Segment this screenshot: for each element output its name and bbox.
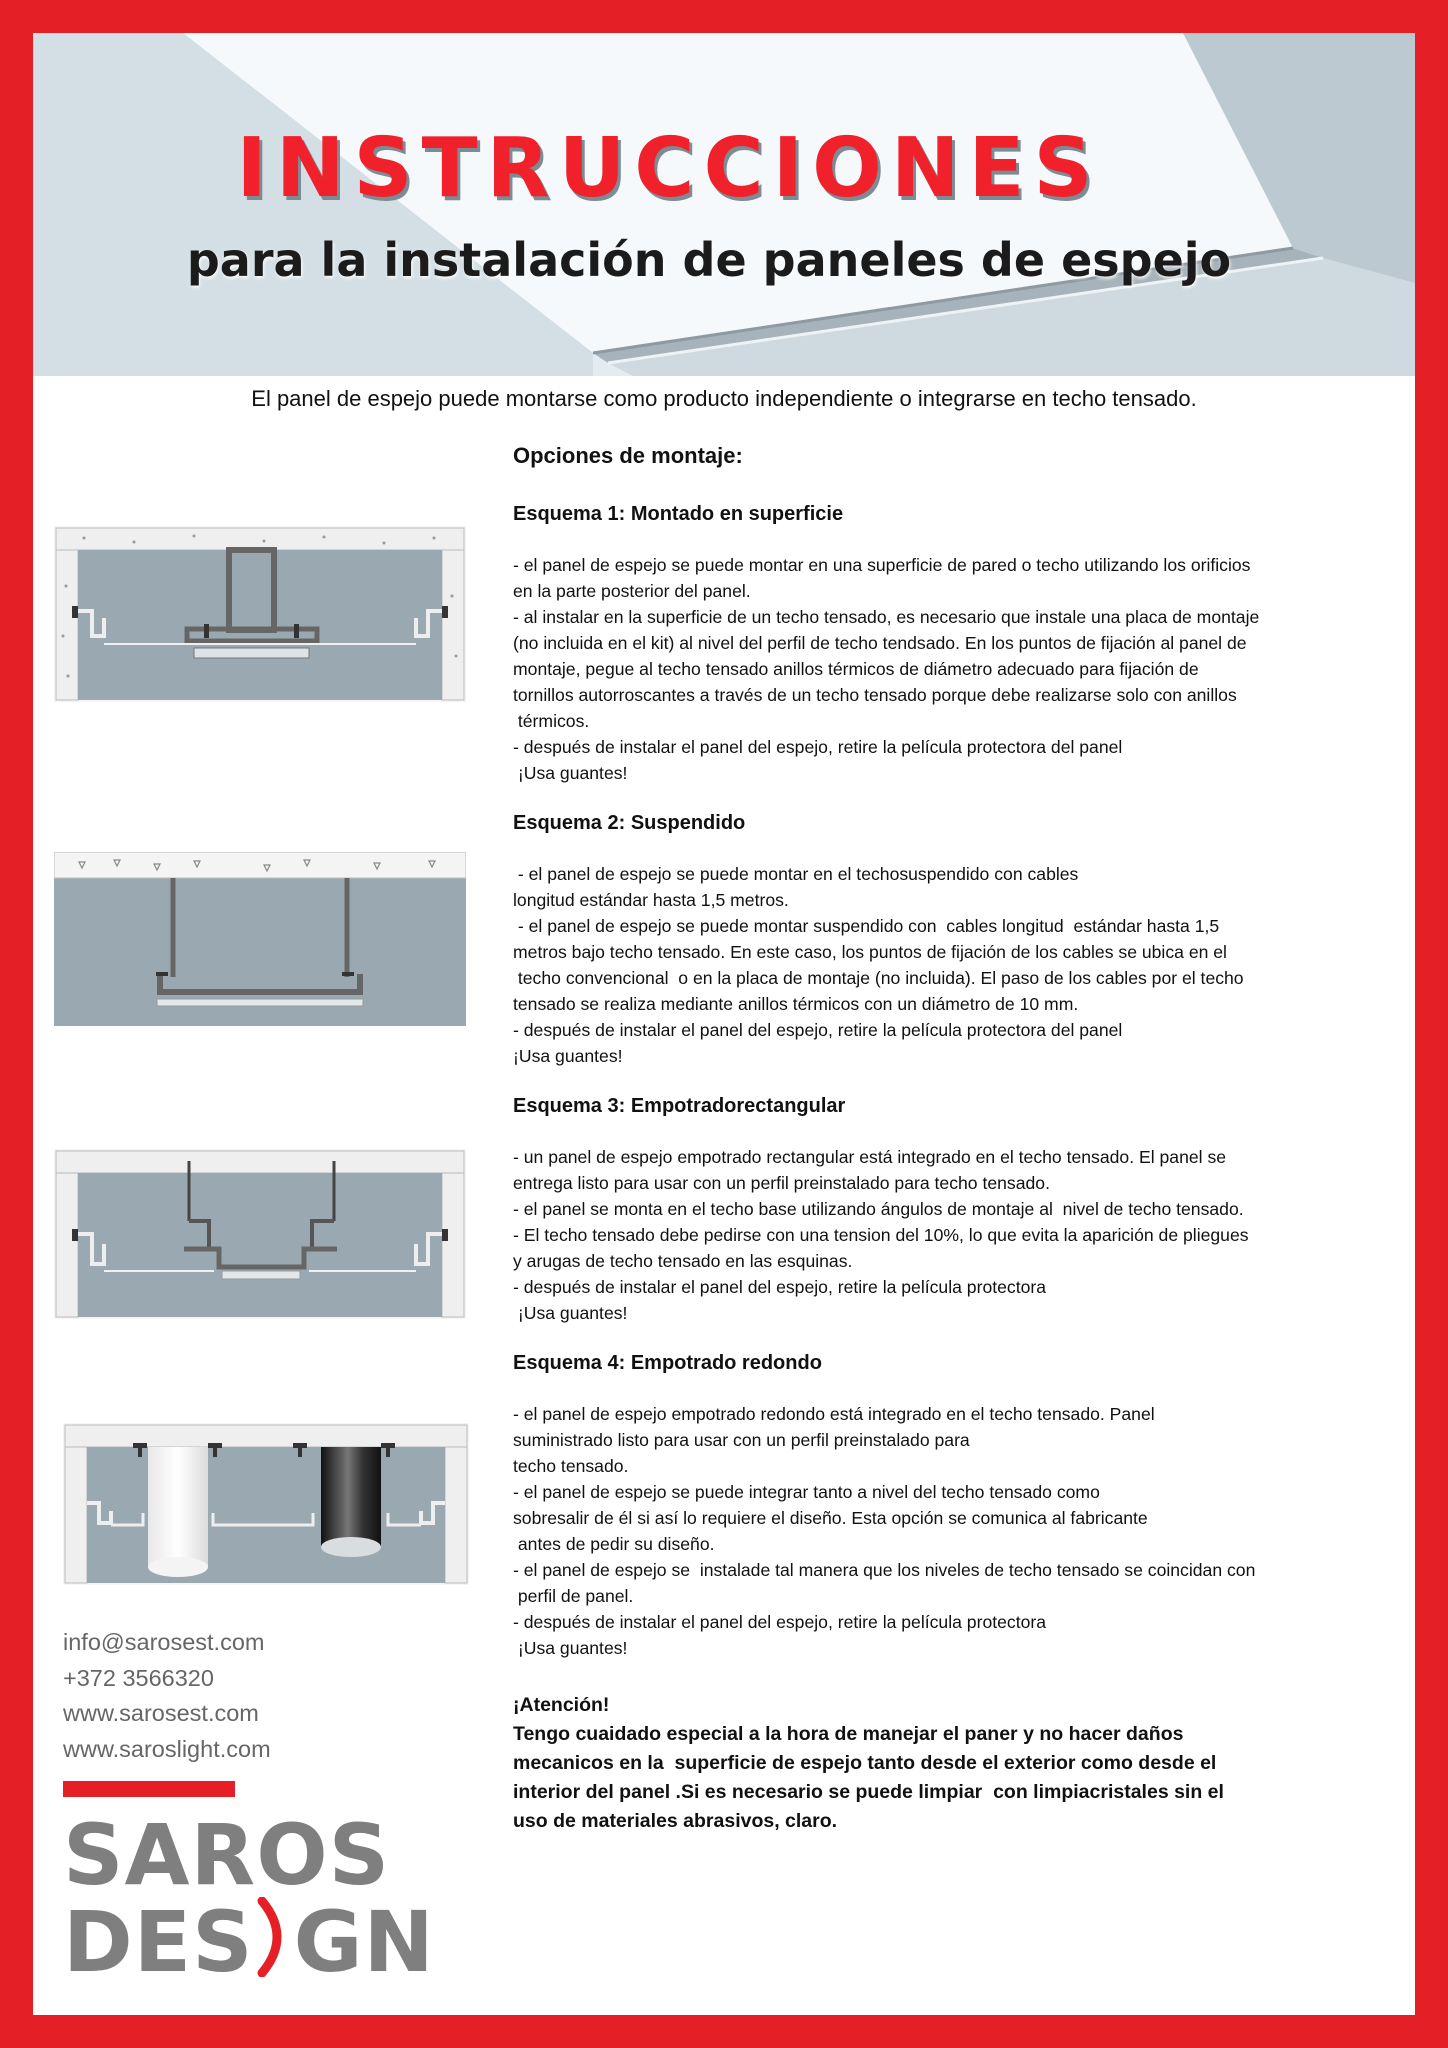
page [33, 33, 1415, 2015]
attention-note [513, 1691, 1383, 1836]
attention-title: ¡Atención! [513, 1694, 610, 1716]
contact-website[interactable]: www.saroslight.com [63, 1735, 271, 1762]
text-line: y arugas de techo tensado en las esquinas. [513, 1251, 853, 1271]
text-line: ¡Usa guantes! [513, 1638, 628, 1658]
text-line: longitud estándar hasta 1,5 metros. [513, 890, 789, 910]
attention-line: Tengo cuaidado especial a la hora de manejar el paner y no hacer daños [513, 1723, 1184, 1745]
diagram-recessed-rectangular [54, 1149, 466, 1319]
section-scheme-2 [513, 812, 1383, 1069]
contact-phone[interactable]: +372 3566320 [63, 1664, 214, 1691]
text-line: - el panel de espejo se puede montar en el techosuspendido con cables [513, 864, 1079, 884]
text-line: - después de instalar el panel del espejo, retire la película protectora [513, 1277, 1047, 1297]
text-line: - después de instalar el panel del espejo, retire la película protectora [513, 1612, 1047, 1632]
header-banner [33, 33, 1415, 376]
section-heading: Esquema 3: Empotradorectangular [513, 1095, 846, 1117]
page-subtitle: para la instalación de paneles de espejo [186, 233, 1232, 287]
logo-text-des: DES [63, 1893, 254, 1991]
attention-line: mecanicos en la superficie de espejo tanto desde el exterior como desde el [513, 1752, 1217, 1774]
contact-email[interactable]: info@sarosest.com [63, 1629, 265, 1655]
text-line: (no incluida en el kit) al nivel del perfil de techo tendsado. En los puntos de fijación al panel de [513, 633, 1247, 653]
text-line: entrega listo para usar con un perfil preinstalado para techo tensado. [513, 1173, 1050, 1193]
text-line: - el panel de espejo se instalade tal manera que los niveles de techo tensado se coincidan con [513, 1560, 1256, 1580]
text-line: suministrado listo para usar con un perfil preinstalado para [513, 1430, 970, 1450]
text-line: perfil de panel. [513, 1586, 634, 1606]
section-heading: Esquema 1: Montado en superficie [513, 503, 844, 525]
text-line: ¡Usa guantes! [513, 1303, 628, 1323]
text-line: - el panel se monta en el techo base utilizando ángulos de montaje al nivel de techo tensado. [513, 1199, 1244, 1219]
text-line: - el panel de espejo se puede montar suspendido con cables longitud estándar hasta 1,5 [513, 916, 1220, 936]
divider-bar [63, 1781, 235, 1797]
logo-arc-icon [254, 1897, 294, 1977]
section-scheme-3 [513, 1095, 1383, 1326]
diagram-surface-mounted [54, 526, 466, 702]
logo-text-bottom [63, 1893, 435, 1991]
saros-design-logo [63, 1806, 435, 1991]
intro-text: El panel de espejo puede montarse como producto independiente o integrarse en techo tensado. [251, 386, 1197, 411]
text-line: térmicos. [513, 711, 590, 731]
section-scheme-1 [513, 503, 1383, 786]
text-line: ¡Usa guantes! [513, 763, 628, 783]
mounting-options-heading: Opciones de montaje: [513, 443, 743, 468]
text-line: metros bajo techo tensado. En este caso, los puntos de fijación de los cables se ubica en el [513, 942, 1227, 962]
text-line: - un panel de espejo empotrado rectangular está integrado en el techo tensado. El panel se [513, 1147, 1227, 1167]
text-line: - después de instalar el panel del espejo, retire la película protectora del panel [513, 1020, 1123, 1040]
instructions-column [513, 443, 1383, 1836]
text-line: en la parte posterior del panel. [513, 581, 751, 601]
section-scheme-4 [513, 1352, 1383, 1661]
text-line: ¡Usa guantes! [513, 1046, 623, 1066]
text-line: sobresalir de él si así lo requiere el diseño. Esta opción se comunica al fabricante [513, 1508, 1148, 1528]
attention-line: uso de materiales abrasivos, claro. [513, 1810, 838, 1832]
attention-line: interior del panel .Si es necesario se puede limpiar con limpiacristales sin el [513, 1781, 1224, 1803]
text-line: antes de pedir su diseño. [513, 1534, 715, 1554]
text-line: - el panel de espejo empotrado redondo está integrado en el techo tensado. Panel [513, 1404, 1155, 1424]
text-line: techo convencional o en la placa de montaje (no incluida). El paso de los cables por el techo [513, 968, 1244, 988]
section-heading: Esquema 4: Empotrado redondo [513, 1352, 822, 1374]
text-line: - al instalar en la superficie de un techo tensado, es necesario que instale una placa de montaje [513, 607, 1260, 627]
logo-text-top: SAROS [63, 1806, 391, 1904]
logo-text-gn: GN [293, 1893, 435, 1991]
text-line: tornillos autorroscantes a través de un techo tensado porque debe realizarse solo con anillos [513, 685, 1237, 705]
contact-website[interactable]: www.sarosest.com [63, 1700, 259, 1726]
text-line: tensado se realiza mediante anillos térmicos con un diámetro de 10 mm. [513, 994, 1079, 1014]
text-line: - el panel de espejo se puede integrar tanto a nivel del techo tensado como [513, 1482, 1100, 1502]
contact-info [63, 1625, 271, 1767]
diagram-recessed-round [63, 1423, 469, 1585]
text-line: montaje, pegue al techo tensado anillos térmicos de diámetro adecuado para fijación de [513, 659, 1199, 679]
text-line: - El techo tensado debe pedirse con una tension del 10%, lo que evita la aparición de pliegues [513, 1225, 1249, 1245]
text-line: techo tensado. [513, 1456, 629, 1476]
page-title: INSTRUCCIONES [236, 121, 1102, 216]
section-heading: Esquema 2: Suspendido [513, 812, 746, 834]
text-line: - el panel de espejo se puede montar en una superficie de pared o techo utilizando los orificios [513, 555, 1251, 575]
text-line: - después de instalar el panel del espejo, retire la película protectora del panel [513, 737, 1123, 757]
diagram-suspended [54, 852, 466, 1026]
